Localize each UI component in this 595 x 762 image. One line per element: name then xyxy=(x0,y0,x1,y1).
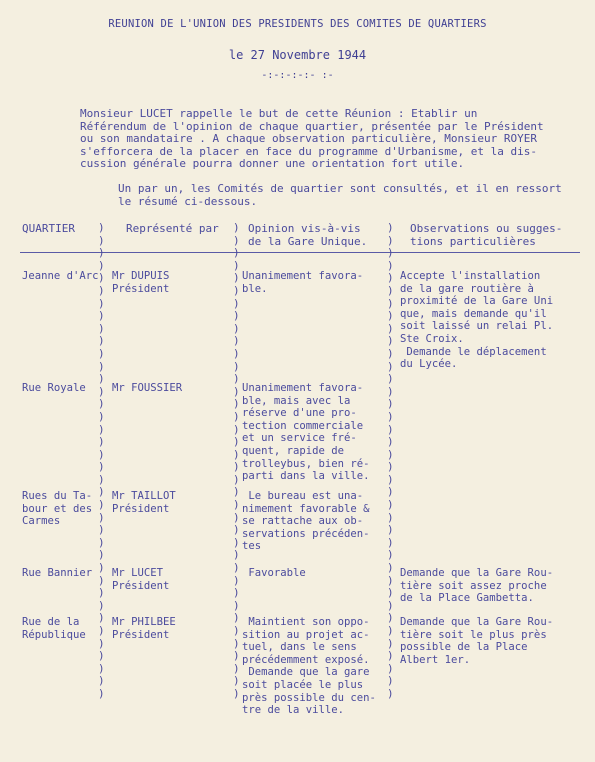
row-1-opinion: Unanimement favora- ble. xyxy=(242,270,364,295)
row-3-quartier: Rues du Ta- bour et des Carmes xyxy=(22,490,93,528)
row-4-quartier: Rue Bannier xyxy=(22,567,93,579)
document-date: le 27 Novembre 1944 xyxy=(228,48,367,62)
header-represente: Représenté par xyxy=(126,222,219,235)
title-separator: -:-:-:-:- :- xyxy=(261,70,334,81)
row-1-quartier: Jeanne d'Arc xyxy=(22,270,99,282)
row-5-represente: Mr PHILBEE Président xyxy=(112,616,176,641)
row-1-observations: Accepte l'installation de la gare routière à proximité de la Gare Uni que, mais demande qu'il soit laissé un relai Pl. Ste Croix. Demande le déplacement du Lycée. xyxy=(400,270,554,371)
row-3-represente: Mr TAILLOT Président xyxy=(112,490,176,515)
header-quartier: QUARTIER xyxy=(22,222,75,235)
row-3-opinion: Le bureau est una- nimement favorable & se rattache aux ob- servations précéden- tes xyxy=(242,490,370,553)
row-4-opinion: Favorable xyxy=(242,567,306,579)
header-observations: Observations ou sugges- tions particulières xyxy=(410,222,563,248)
intro-paragraph: Monsieur LUCET rappelle le but de cette Réunion : Etablir un Référendum de l'opinion de chaque quartier, présentée par le Président ou son mandataire . A chaque observation particulière, Monsieur ROYER s'efforcera de la placer en face du programme d'Urbanisme, et la dis- cussion générale pourra donner une orientation fort utile. xyxy=(80,107,544,171)
row-2-opinion: Unanimement favora- ble, mais avec la réserve d'une pro- tection commerciale et un service fré- quent, rapide de trolleybus, bien ré- parti dans la ville. xyxy=(242,382,370,483)
row-5-quartier: Rue de la République xyxy=(22,616,86,641)
row-4-observations: Demande que la Gare Rou- tière soit assez proche de la Place Gambetta. xyxy=(400,567,554,605)
row-2-quartier: Rue Royale xyxy=(22,382,86,394)
header-opinion: Opinion vis-à-vis de la Gare Unique. xyxy=(248,222,368,248)
column-separator-2: ) ) ) ) ) ) ) ) ) ) ) ) ) ) ) ) ) ) ) ) ) ) ) ) ) ) ) ) ) ) ) ) ) ) ) ) ) ) xyxy=(233,221,240,700)
row-5-opinion: Maintient son oppo- sition au projet ac- tuel, dans le sens précédemment exposé. Demande que la gare soit placée le plus près possible du cen- tre de la ville. xyxy=(242,616,376,717)
column-separator-3: ) ) ) ) ) ) ) ) ) ) ) ) ) ) ) ) ) ) ) ) ) ) ) ) ) ) ) ) ) ) ) ) ) ) ) ) ) ) xyxy=(387,221,394,700)
row-4-represente: Mr LUCET Président xyxy=(112,567,170,592)
document-title: REUNION DE L'UNION DES PRESIDENTS DES COMITES DE QUARTIERS xyxy=(108,18,487,30)
row-1-represente: Mr DUPUIS Président xyxy=(112,270,170,295)
column-separator-1: ) ) ) ) ) ) ) ) ) ) ) ) ) ) ) ) ) ) ) ) ) ) ) ) ) ) ) ) ) ) ) ) ) ) ) ) ) ) xyxy=(98,221,105,700)
row-2-represente: Mr FOUSSIER xyxy=(112,382,183,394)
consultation-paragraph: Un par un, les Comités de quartier sont consultés, et il en ressort le résumé ci-dessous. xyxy=(118,182,562,208)
row-5-observations: Demande que la Gare Rou- tière soit le plus près possible de la Place Albert 1er. xyxy=(400,616,554,666)
